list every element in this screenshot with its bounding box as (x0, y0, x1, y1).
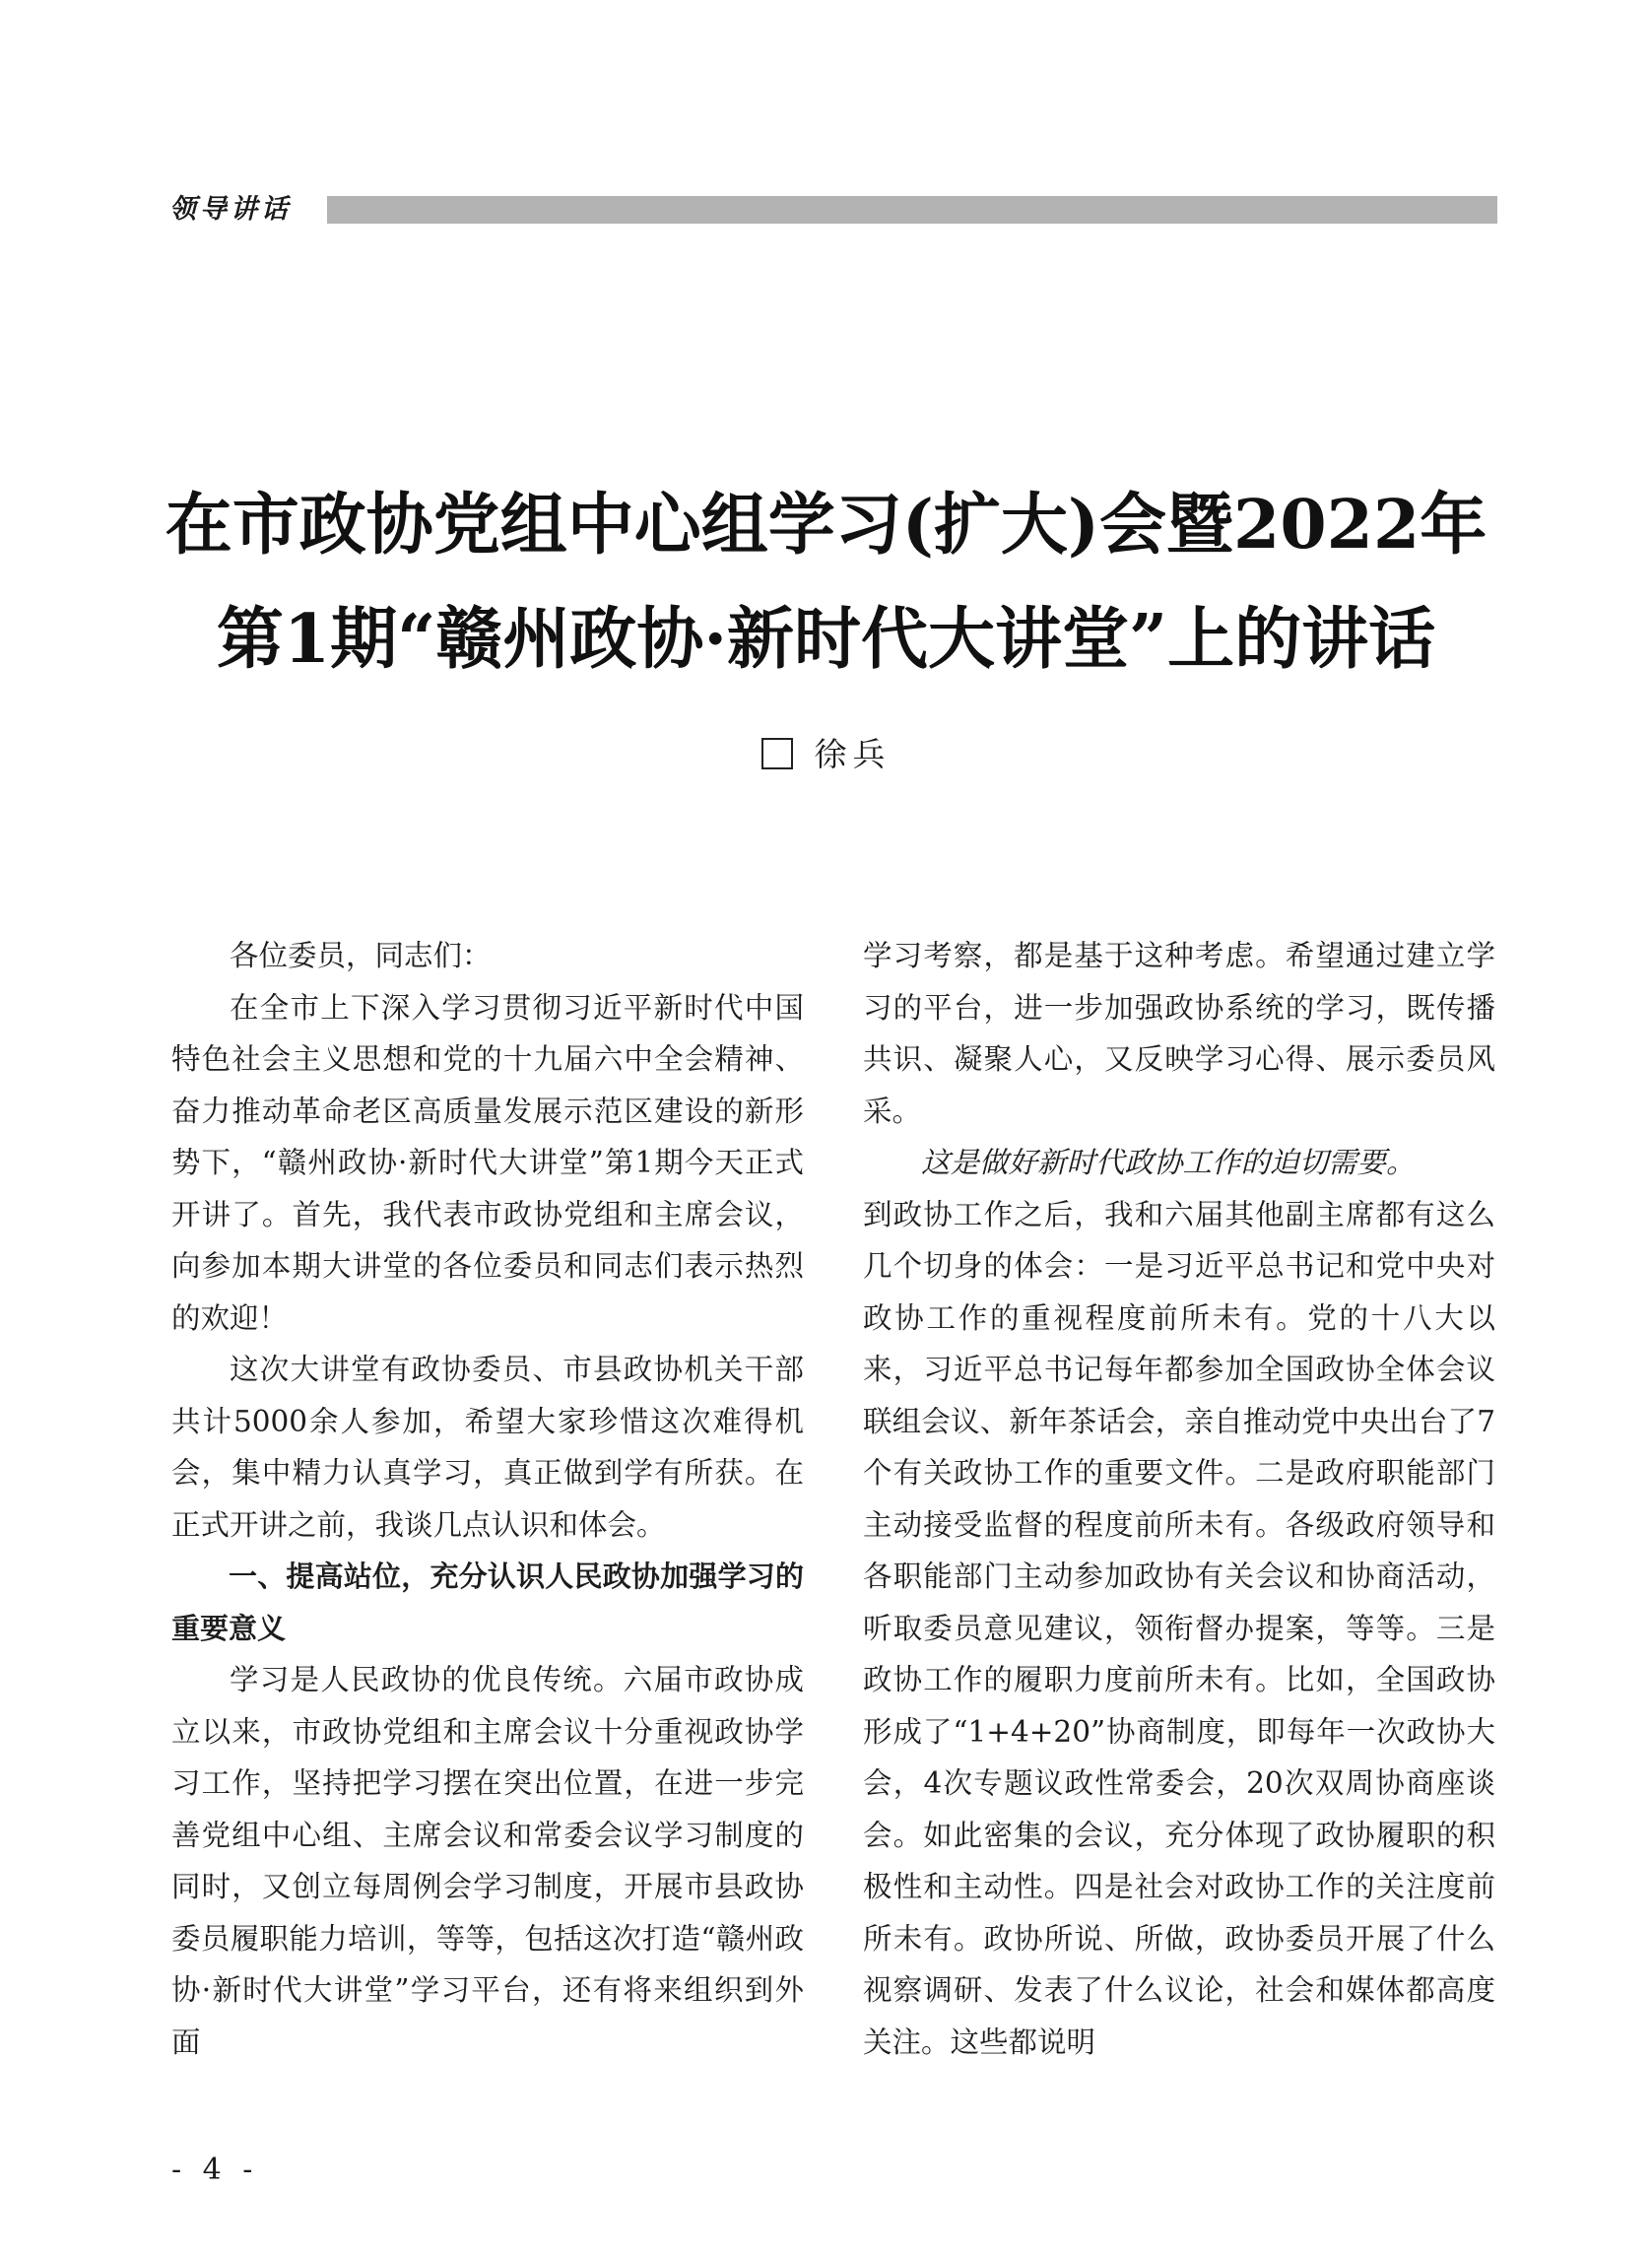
paragraph: 到政协工作之后，我和六届其他副主席都有这么几个切身的体会：一是习近平总书记和党中央对政协工作的重视程度前所未有。党的十八大以来，习近平总书记每年都参加全国政协全体会议联组会议、新年茶话会，亲自推动党中央出台了7个有关政协工作的重要文件。二是政府职能部门主动接受监督的程度前所未有。各级政府领导和各职能部门主动参加政协有关会议和协商活动，听取委员意见建议，领衔督办提案，等等。三是政协工作的履职力度前所未有。比如，全国政协形成了“1+4+20”协商制度，即每年一次政协大会，4次专题议政性常委会，20次双周协商座谈会。如此密集的会议，充分体现了政协履职的积极性和主动性。四是社会对政协工作的关注度前所未有。政协所说、所做，政协委员开展了什么视察调研、发表了什么议论，社会和媒体都高度关注。这些都说明 (863, 1197, 1495, 2059)
left-column (171, 930, 804, 2068)
section-header (169, 193, 1497, 227)
byline (0, 733, 1652, 776)
paragraph: 学习是人民政协的优良传统。六届市政协成立以来，市政协党组和主席会议十分重视政协学习工作，坚持把学习摆在突出位置，在进一步完善党组中心组、主席会议和常委会议学习制度的同时，又创立每周例会学习制度，开展市县政协委员履职能力培训，等等，包括这次打造“赣州政协·新时代大讲堂”学习平台，还有将来组织到外面 (171, 1663, 804, 2059)
article-title-line-2: 第1期“赣州政协·新时代大讲堂”上的讲话 (216, 600, 1436, 679)
paragraph: 这次大讲堂有政协委员、市县政协机关干部共计5000余人参加，希望大家珍惜这次难得机会，集中精力认真学习，真正做到学有所获。在正式开讲之前，我谈几点认识和体会。 (171, 1353, 804, 1542)
byline-square-icon (761, 738, 793, 769)
section-bar (327, 196, 1497, 224)
author-name: 徐兵 (814, 735, 892, 773)
paragraph: 在全市上下深入学习贯彻习近平新时代中国特色社会主义思想和党的十九届六中全会精神、奋力推动革命老区高质量发展示范区建设的新形势下，“赣州政协·新时代大讲堂”第1期今天正式开讲了。首先，我代表市政协党组和主席会议，向参加本期大讲堂的各位委员和同志们表示热烈的欢迎！ (171, 990, 804, 1335)
paragraph: 学习考察，都是基于这种考虑。希望通过建立学习的平台，进一步加强政协系统的学习，既传播共识、凝聚人心，又反映学习心得、展示委员风采。 (863, 939, 1495, 1128)
right-column (863, 930, 1495, 2068)
salutation: 各位委员，同志们： (230, 939, 492, 972)
page-number: - 4 - (171, 2153, 259, 2187)
article-title-line-1: 在市政协党组中心组学习(扩大)会暨2022年 (165, 486, 1487, 564)
section-heading: 一、提高站位，充分认识人民政协加强学习的重要意义 (171, 1560, 804, 1645)
section-label: 领导讲话 (169, 194, 292, 225)
paragraph-lead: 这是做好新时代政协工作的迫切需要。 (921, 1146, 1416, 1179)
